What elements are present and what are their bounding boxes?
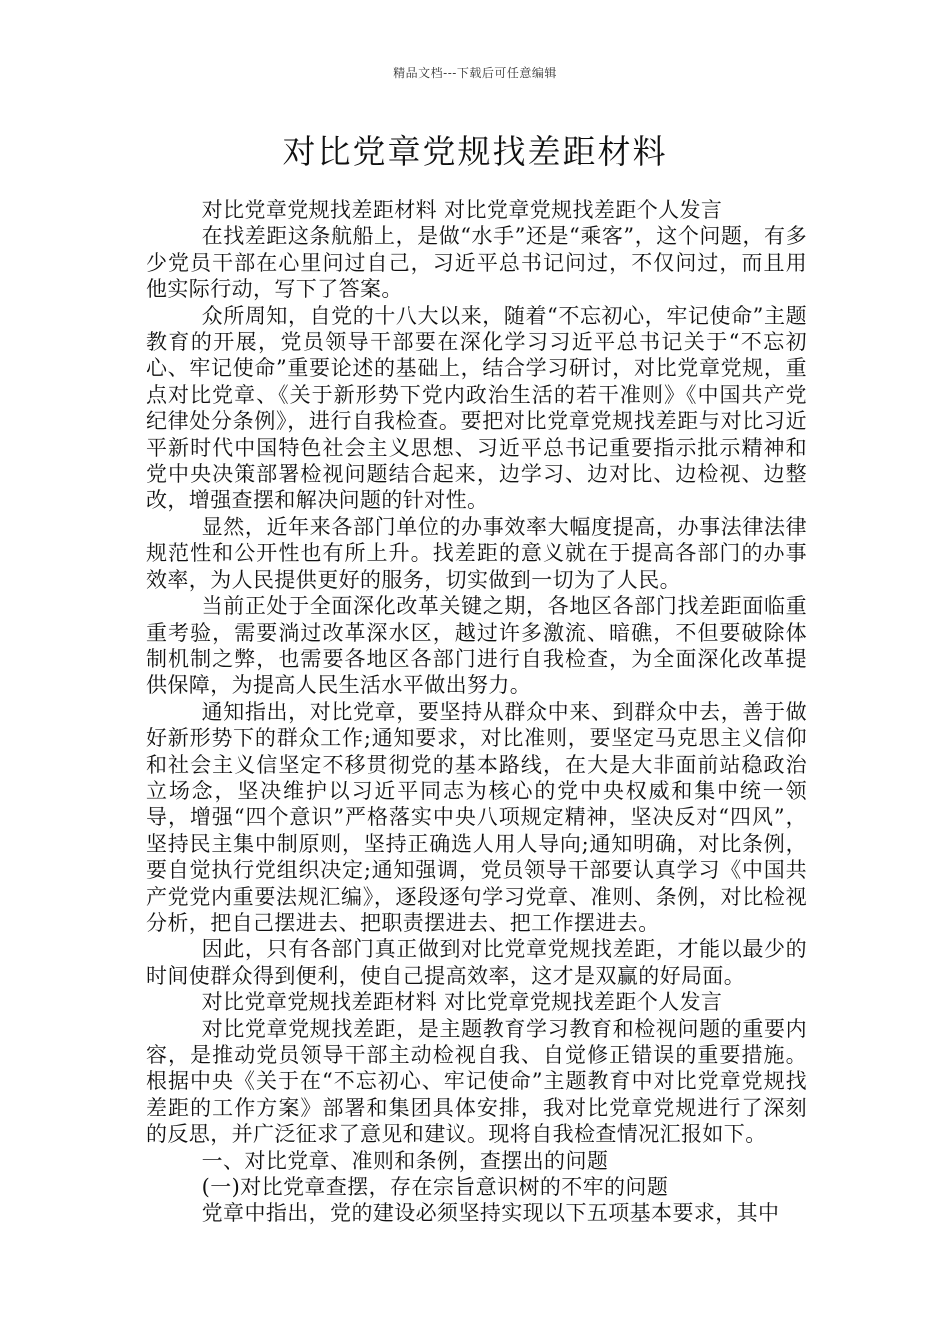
paragraph: 因此，只有各部门真正做到对比党章党规找差距，才能以最少的时间使群众得到便利，使自己提高效率，这才是双赢的好局面。 [146, 937, 807, 988]
section-heading: 一、对比党章、准则和条例，查摆出的问题 [201, 1148, 609, 1173]
subsection-heading: (一)对比党章查摆，存在宗旨意识树的不牢的问题 [201, 1175, 669, 1200]
paragraph: 党章中指出，党的建设必须坚持实现以下五项基本要求，其中 [201, 1201, 780, 1226]
paragraph: 对比党章党规找差距材料 对比党章党规找差距个人发言 [201, 198, 723, 222]
document-body [146, 197, 807, 1227]
paragraph: 显然，近年来各部门单位的办事效率大幅度提高，办事法律法律规范性和公开性也有所上升。找差距的意义就在于提高各部门的办事效率，为人民提供更好的服务，切实做到一切为了人民。 [146, 514, 807, 592]
paragraph: 在找差距这条航船上，是做“水手”还是“乘客”，这个问题，有多少党员干部在心里问过自己，习近平总书记问过，不仅问过，而且用他实际行动，写下了答案。 [146, 224, 807, 302]
paragraph: 众所周知，自党的十八大以来，随着“不忘初心，牢记使命”主题教育的开展，党员领导干部要在深化学习习近平总书记关于“不忘初心、牢记使命”重要论述的基础上，结合学习研讨，对比党章党规，重点对比党章、《关于新形势下党内政治生活的若干准则》《中国共产党纪律处分条例》，进行自我检查。要把对比党章党规找差距与对比习近平新时代中国特色社会主义思想、习近平总书记重要指示批示精神和党中央决策部署检视问题结合起来，边学习、边对比、边检视、边整改，增强查摆和解决问题的针对性。 [146, 303, 807, 513]
paragraph: 当前正处于全面深化改革关键之期，各地区各部门找差距面临重重考验，需要淌过改革深水区，越过许多激流、暗礁，不但要破除体制机制之弊，也需要各地区各部门进行自我检查，为全面深化改革提供保障，为提高人民生活水平做出努力。 [146, 594, 807, 698]
paragraph: 通知指出，对比党章，要坚持从群众中来、到群众中去，善于做好新形势下的群众工作;通知要求，对比准则，要坚定马克思主义信仰和社会主义信坚定不移贯彻党的基本路线，在大是大非面前站稳政治立场念，坚决维护以习近平同志为核心的党中央权威和集中统一领导，增强“四个意识”严格落实中央八项规定精神，坚决反对“四风”，坚持民主集中制原则，坚持正确选人用人导向;通知明确，对比条例，要自觉执行党组织决定;通知强调，党员领导干部要认真学习《中国共产党党内重要法规汇编》，逐段逐句学习党章、准则、条例，对比检视分析，把自己摆进去、把职责摆进去、把工作摆进去。 [146, 699, 807, 935]
header-note: 精品文档---下载后可任意编辑 [393, 66, 557, 80]
paragraph: 对比党章党规找差距，是主题教育学习教育和检视问题的重要内容，是推动党员领导干部主动检视自我、自觉修正错误的重要措施。根据中央《关于在“不忘初心、牢记使命”主题教育中对比党章党规找差距的工作方案》部署和集团具体安排，我对比党章党规进行了深刻的反思，并广泛征求了意见和建议。现将自我检查情况汇报如下。 [146, 1016, 807, 1147]
document-title: 对比党章党规找差距材料 [282, 132, 668, 171]
paragraph: 对比党章党规找差距材料 对比党章党规找差距个人发言 [201, 990, 723, 1015]
